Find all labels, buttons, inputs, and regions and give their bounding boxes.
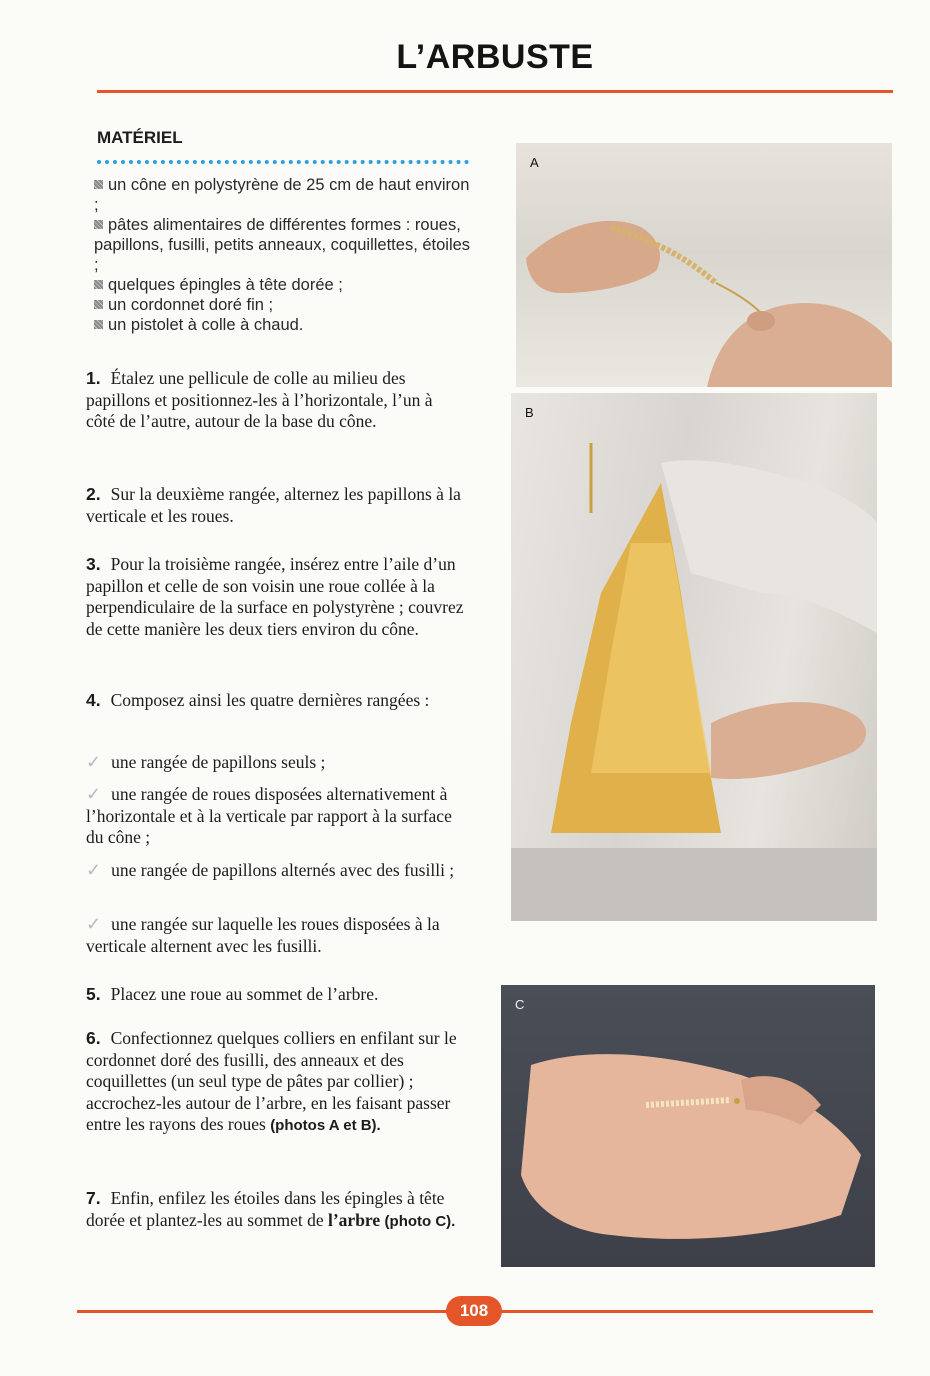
check-icon: ✓ bbox=[86, 914, 102, 934]
check-icon: ✓ bbox=[86, 752, 102, 772]
step-3: 3. Pour la troisième rangée, insérez entre l’aile d’un papillon et celle de son voisin une roue collée à la perpendiculaire de la surface en polystyrène ; couvrez de cette manière les deux tiers environ du cône. bbox=[86, 554, 464, 639]
page-title: L’ARBUSTE bbox=[396, 38, 594, 76]
materiel-heading: MATÉRIEL bbox=[97, 128, 183, 147]
step-2: 2. Sur la deuxième rangée, alternez les papillons à la verticale et les roues. bbox=[86, 484, 461, 526]
page-number: 108 bbox=[446, 1296, 502, 1326]
square-bullet-icon bbox=[94, 280, 103, 289]
substep: ✓ une rangée de roues disposées alternativement à l’horizontale et à la verticale par rapport à la surface du cône ; bbox=[86, 784, 452, 847]
substep: ✓ une rangée de papillons alternés avec des fusilli ; bbox=[86, 860, 455, 880]
square-bullet-icon bbox=[94, 220, 103, 229]
step-5: 5. Placez une roue au sommet de l’arbre. bbox=[86, 984, 379, 1004]
substep: ✓ une rangée sur laquelle les roues disposées à la verticale alternent avec les fusilli. bbox=[86, 914, 440, 956]
materiel-list bbox=[94, 175, 474, 335]
photo-label: B bbox=[525, 405, 534, 420]
check-icon: ✓ bbox=[86, 860, 102, 880]
photo-label: C bbox=[515, 997, 525, 1012]
photo-c bbox=[501, 985, 875, 1267]
step-1: 1. Étalez une pellicule de colle au milieu des papillons et positionnez-les à l’horizontale, l’un à côté de l’autre, autour de la base du cône. bbox=[86, 368, 433, 431]
materiel-item: pâtes alimentaires de différentes formes : roues, papillons, fusilli, petits anneaux, coquillettes, étoiles ; bbox=[94, 216, 471, 274]
photo-a bbox=[516, 143, 892, 387]
square-bullet-icon bbox=[94, 180, 103, 189]
pasta-tree-illustration bbox=[511, 393, 877, 921]
palm-with-star-pins-illustration bbox=[501, 985, 875, 1267]
step-7: 7. Enfin, enfilez les étoiles dans les épingles à tête dorée et plantez-les au sommet de l’arbre (photo C). bbox=[86, 1188, 456, 1230]
check-icon: ✓ bbox=[86, 784, 102, 804]
top-rule bbox=[97, 90, 893, 93]
step-6: 6. Confectionnez quelques colliers en enfilant sur le cordonnet doré des fusilli, des anneaux et des coquillettes (un seul type de pâtes par collier) ; accrochez-les autour de l’arbre, en les faisant passer entre les rayons des roues (photos A et B). bbox=[86, 1028, 457, 1134]
photo-label: A bbox=[530, 155, 539, 170]
hands-threading-pasta-illustration bbox=[516, 143, 892, 387]
step-4: 4. Composez ainsi les quatre dernières rangées : bbox=[86, 690, 430, 710]
dotted-divider bbox=[97, 160, 469, 164]
materiel-item: un cordonnet doré fin ; bbox=[94, 295, 474, 315]
square-bullet-icon bbox=[94, 300, 103, 309]
photo-b bbox=[511, 393, 877, 921]
materiel-item: un cône en polystyrène de 25 cm de haut environ ; bbox=[94, 176, 470, 214]
substep: ✓ une rangée de papillons seuls ; bbox=[86, 752, 326, 772]
materiel-item: un pistolet à colle à chaud. bbox=[94, 315, 474, 335]
square-bullet-icon bbox=[94, 320, 103, 329]
materiel-item: quelques épingles à tête dorée ; bbox=[94, 275, 474, 295]
